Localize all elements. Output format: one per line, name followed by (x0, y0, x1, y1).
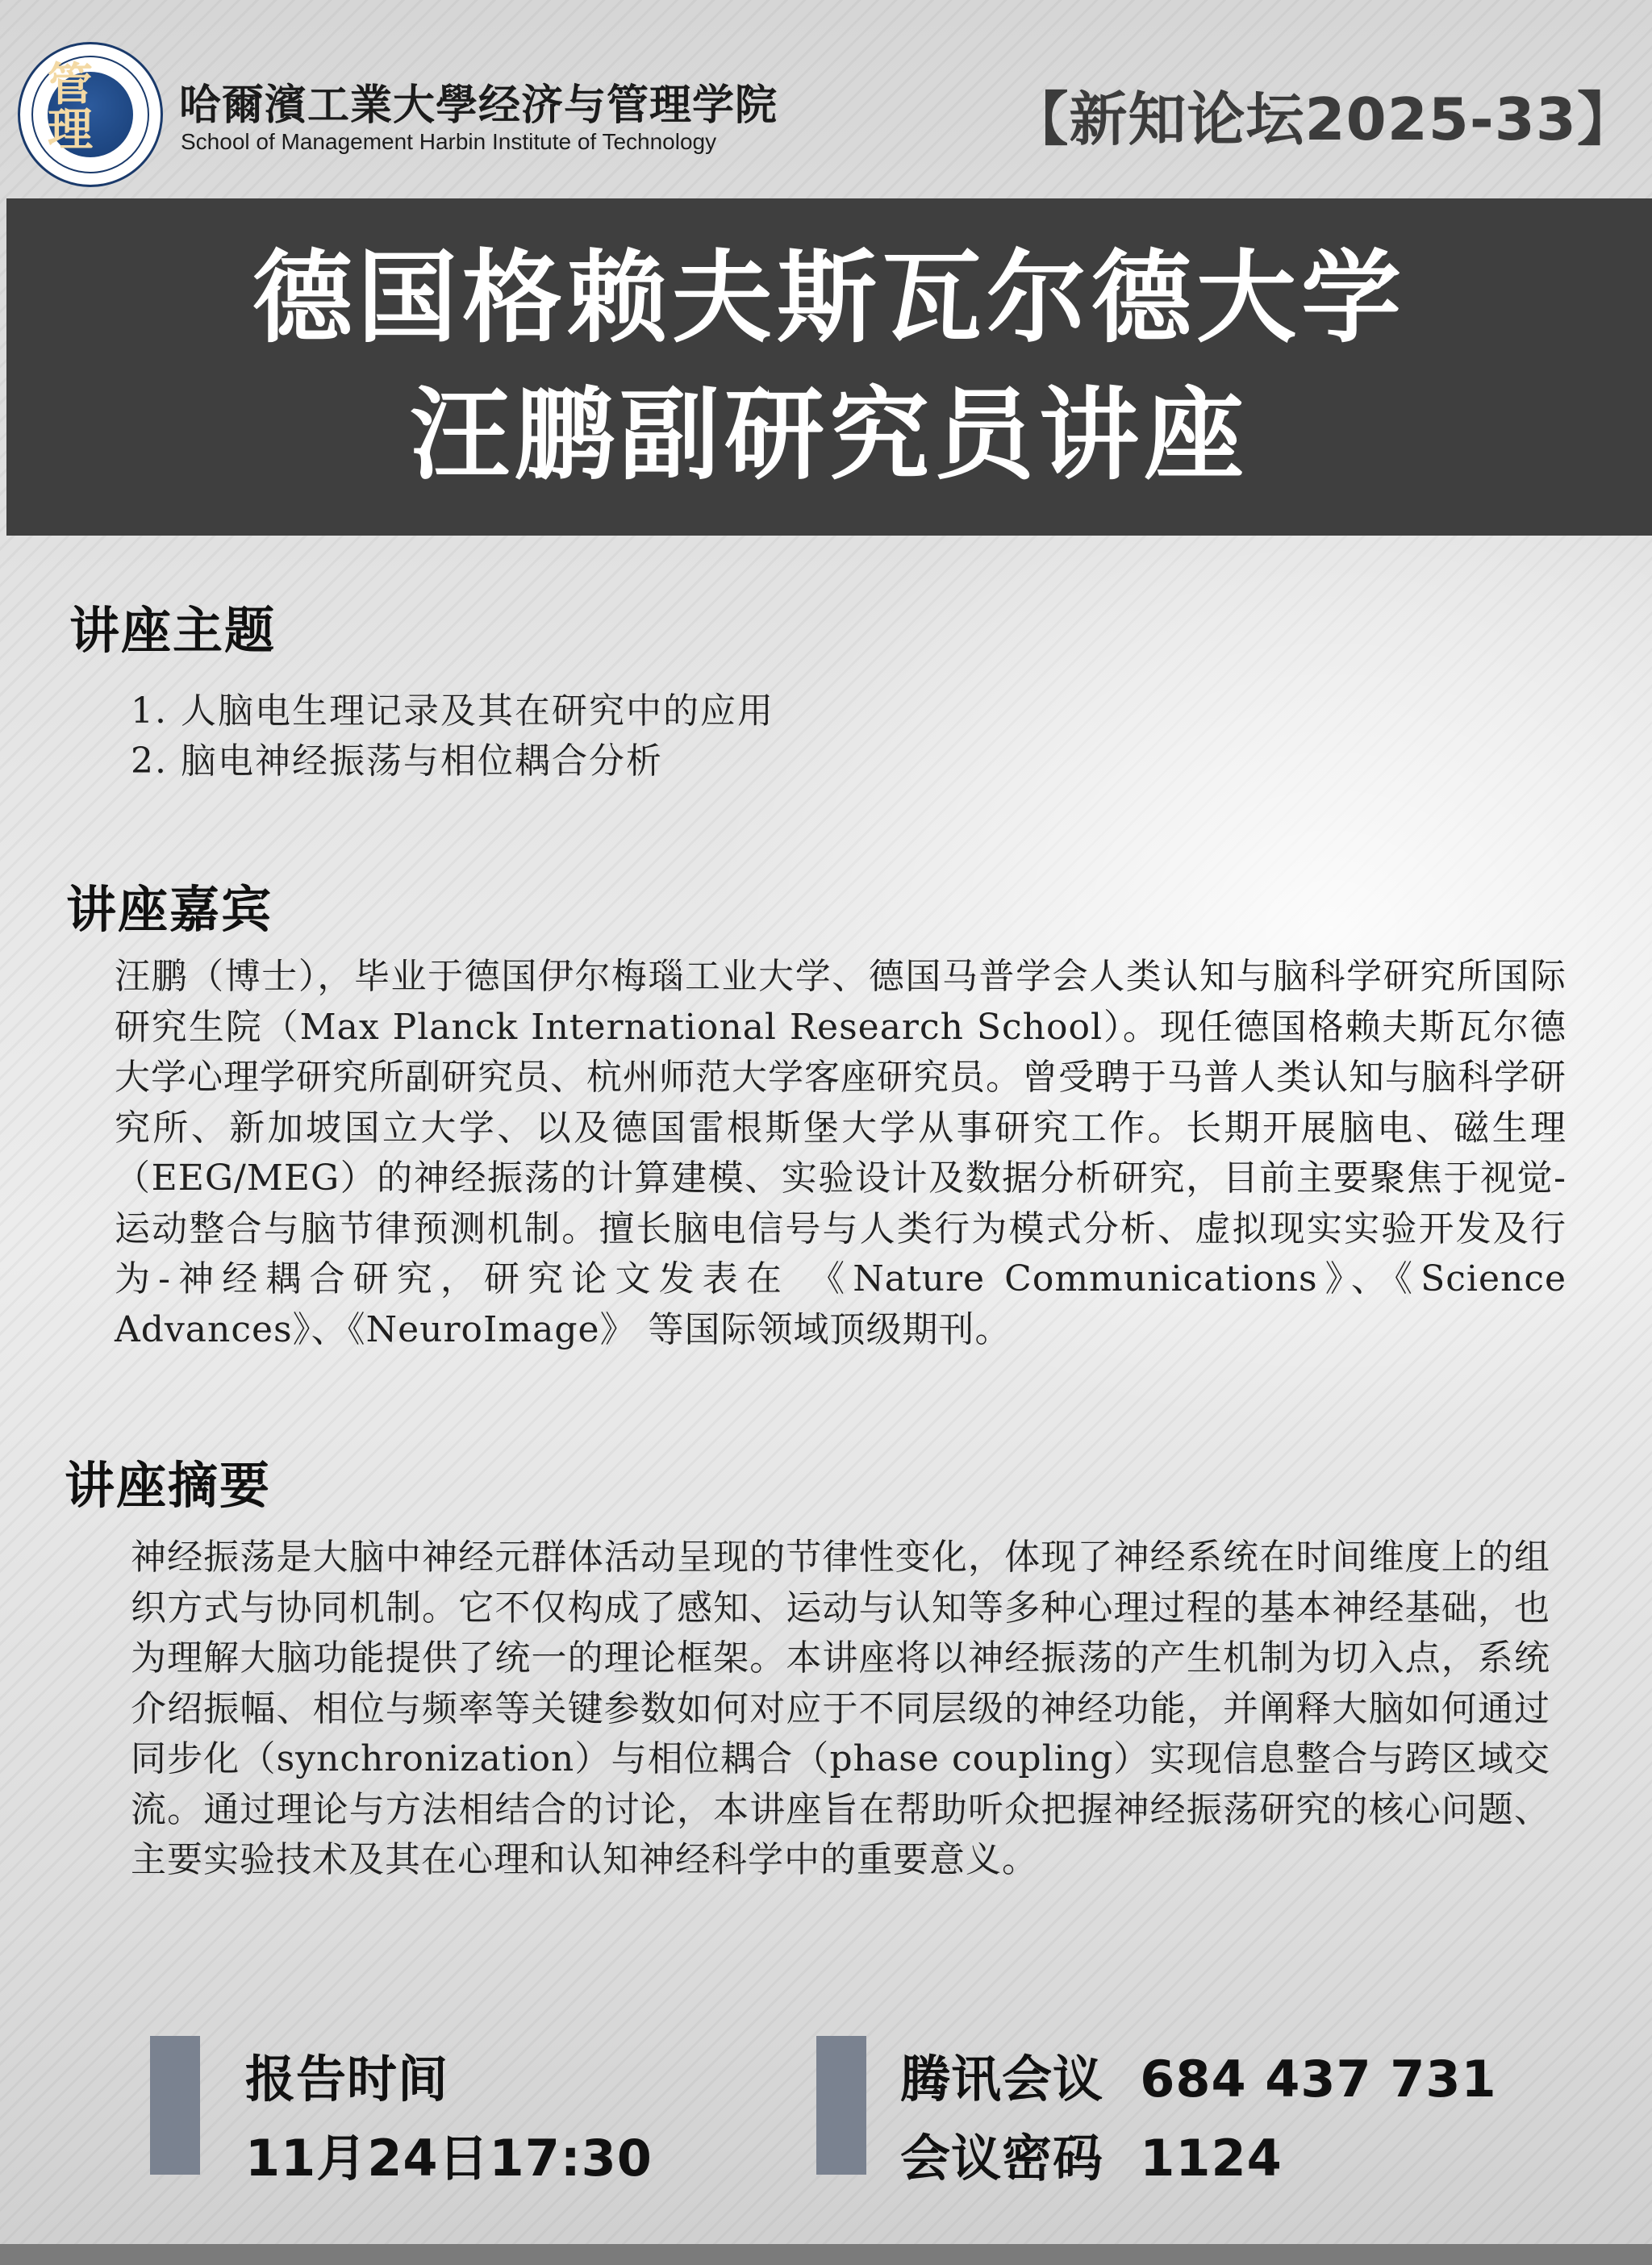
time-value: 11月24日17:30 (245, 2129, 653, 2188)
bottom-divider (0, 2244, 1652, 2265)
meeting-id: 684 437 731 (1140, 2050, 1497, 2109)
guest-heading: 讲座嘉宾 (66, 880, 273, 939)
title-line-2: 汪鹏副研究员讲座 (409, 378, 1249, 494)
abstract-text: 神经振荡是大脑中神经元群体活动呈现的节律性变化，体现了神经系统在时间维度上的组织方式与协同机制。它不仅构成了感知、运动与认知等多种心理过程的基本神经基础，也为理解大脑功能提供了统一的理论框架。本讲座将以神经振荡的产生机制为切入点，系统介绍振幅、相位与频率等关键参数如何对应于不同层级的神经功能，并阐释大脑如何通过同步化（synchronization）与相位耦合（phase coupling）实现信息整合与跨区域交流。通过理论与方法相结合的讨论，本讲座旨在帮助听众把握神经振荡研究的核心问题、主要实验技术及其在心理和认知神经科学中的重要意义。 (131, 1537, 1550, 1880)
school-logo-seal (18, 42, 163, 187)
logo-glyph: 管理 (48, 58, 93, 156)
school-name-cn: 哈爾濱工業大學经济与管理学院 (179, 81, 778, 130)
title-line-1: 德国格赖夫斯瓦尔德大学 (252, 240, 1406, 357)
meeting-label: 腾讯会议 (900, 2050, 1104, 2109)
topic-item-2: 2. 脑电神经振荡与相位耦合分析 (131, 740, 663, 782)
forum-tag: 【新知论坛2025-33】 (1010, 86, 1636, 153)
logo-core (48, 58, 133, 167)
logo-year: 1954 (76, 156, 105, 167)
password-label: 会议密码 (900, 2129, 1104, 2188)
meeting-line (900, 2039, 1497, 2111)
guest-bio: 汪鹏（博士），毕业于德国伊尔梅瑙工业大学、德国马普学会人类认知与脑科学研究所国际研究生院（Max Planck International Research School）。现任德国格赖夫斯瓦尔德大学心理学研究所副研究员、杭州师范大学客座研究员。曾受聘于马普人类认知与脑科学研究所、新加坡国立大学、以及德国雷根斯堡大学从事研究工作。长期开展脑电、磁生理（EEG/MEG）的神经振荡的计算建模、实验设计及数据分析研究，目前主要聚焦于视觉-运动整合与脑节律预测机制。擅长脑电信号与人类行为模式分析、虚拟现实实验开发及行为-神经耦合研究，研究论文发表在 《Nature Communications》、《Science Advances》、《NeuroImage》 等国际领域顶级期刊。 (115, 956, 1566, 1350)
password-value: 1124 (1140, 2129, 1283, 2188)
topic-heading: 讲座主题 (69, 601, 277, 660)
title-banner (6, 198, 1652, 536)
topic-item-1: 1. 人脑电生理记录及其在研究中的应用 (131, 690, 774, 732)
time-accent-bar (150, 2036, 200, 2175)
meeting-accent-bar (816, 2036, 866, 2175)
time-label: 报告时间 (245, 2050, 449, 2109)
password-line (900, 2118, 1283, 2190)
school-name-en: School of Management Harbin Institute of Technology (181, 129, 717, 154)
abstract-heading: 讲座摘要 (65, 1456, 272, 1515)
